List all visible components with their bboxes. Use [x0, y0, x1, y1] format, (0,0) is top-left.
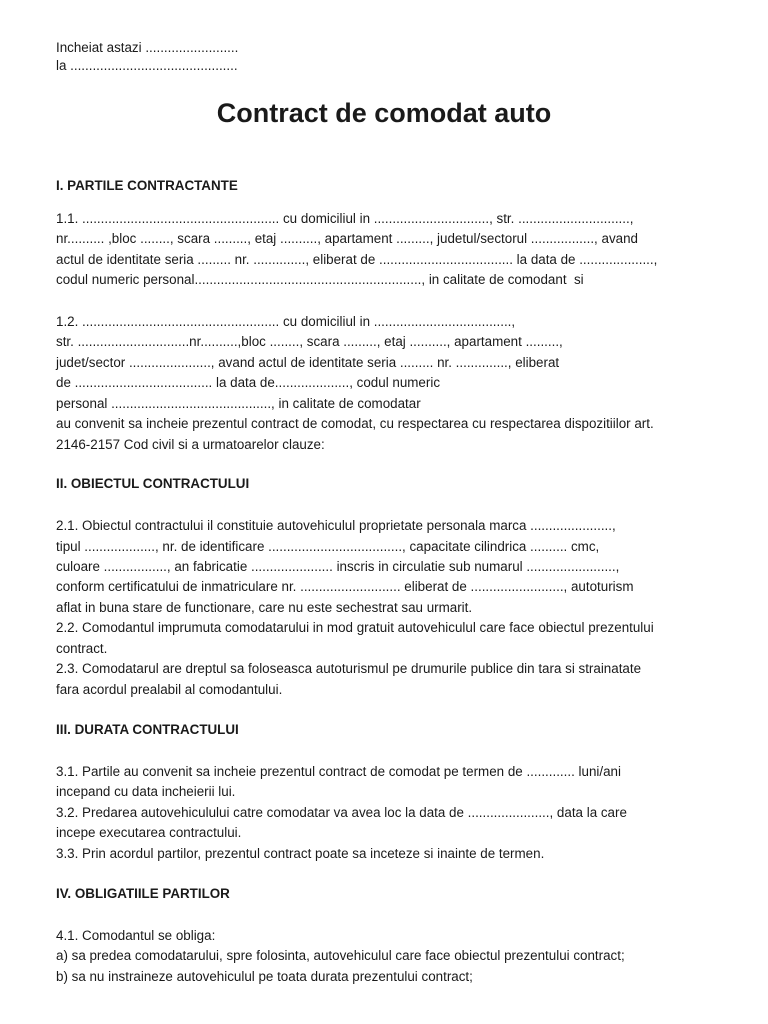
document-title: Contract de comodat auto: [216, 98, 552, 128]
paragraph-line: a) sa predea comodatarului, spre folosinta, autovehiculul care face obiectul prezentului contract;: [56, 948, 625, 963]
paragraph-line: de ..................................... la data de...................., codul numeric: [56, 375, 441, 390]
paragraph-line: 2146-2157 Cod civil si a urmatoarelor clauze:: [56, 437, 325, 452]
section-heading-parties: I. PARTILE CONTRACTANTE: [56, 178, 238, 193]
paragraph-line: 1.2. ..................................................... cu domiciliul in .....................................,: [56, 314, 516, 329]
concluded-today-line: Incheiat astazi .........................: [56, 40, 239, 55]
section-heading-obligations: IV. OBLIGATIILE PARTILOR: [56, 886, 230, 901]
paragraph-line: nr.......... ,bloc ........, scara ........., etaj .........., apartament ........., judetul/sectorul ................., avand: [56, 231, 638, 246]
paragraph-line: 3.2. Predarea autovehiculului catre comodatar va avea loc la data de ......................, data la care: [56, 805, 627, 820]
paragraph-line: aflat in buna stare de functionare, care nu este sechestrat sau urmarit.: [56, 600, 473, 615]
concluded-at-line: la .............................................: [56, 58, 238, 73]
paragraph-line: tipul ..................., nr. de identificare ...................................., capacitate cilindrica .......... cmc,: [56, 539, 600, 554]
paragraph-line: incepe executarea contractului.: [56, 825, 242, 840]
paragraph-line: 4.1. Comodantul se obliga:: [56, 928, 216, 943]
paragraph-line: str. ..............................nr..........,bloc ........, scara ........., etaj .........., apartament .........,: [56, 334, 563, 349]
paragraph-line: culoare ................., an fabricatie ...................... inscris in circulatie sub numarul ........................,: [56, 559, 620, 574]
paragraph-line: 2.1. Obiectul contractului il constituie autovehiculul proprietate personala marca ......................,: [56, 518, 616, 533]
paragraph-line: incepand cu data incheierii lui.: [56, 784, 236, 799]
paragraph-line: personal ..........................................., in calitate de comodatar: [56, 396, 421, 411]
paragraph-line: 2.2. Comodantul imprumuta comodatarului in mod gratuit autovehiculul care face obiectul prezentului: [56, 620, 654, 635]
paragraph-line: judet/sector ......................, avand actul de identitate seria ......... nr. .............., eliberat: [56, 355, 560, 370]
paragraph-line: au convenit sa incheie prezentul contract de comodat, cu respectarea cu respectarea dispozitiilor art.: [56, 416, 654, 431]
paragraph-line: actul de identitate seria ......... nr. .............., eliberat de .................................... la data de ....................,: [56, 252, 658, 267]
section-heading-duration: III. DURATA CONTRACTULUI: [56, 722, 239, 737]
paragraph-line: codul numeric personal............................................................., in calitate de comodant si: [56, 272, 584, 287]
section-heading-object: II. OBIECTUL CONTRACTULUI: [56, 476, 250, 491]
paragraph-line: 3.3. Prin acordul partilor, prezentul contract poate sa inceteze si inainte de termen.: [56, 846, 545, 861]
paragraph-line: contract.: [56, 641, 108, 656]
paragraph-line: 1.1. ..................................................... cu domiciliul in ..............................., str. ..............................,: [56, 211, 634, 226]
paragraph-line: 3.1. Partile au convenit sa incheie prezentul contract de comodat pe termen de ............. luni/ani: [56, 764, 621, 779]
paragraph-line: fara acordul prealabil al comodantului.: [56, 682, 283, 697]
paragraph-line: b) sa nu instraineze autovehiculul pe toata durata prezentului contract;: [56, 969, 473, 984]
paragraph-line: 2.3. Comodatarul are dreptul sa foloseasca autoturismul pe drumurile publice din tara si strainatate: [56, 661, 642, 676]
paragraph-line: conform certificatului de inmatriculare nr. ........................... eliberat de ........................., autoturism: [56, 579, 634, 594]
